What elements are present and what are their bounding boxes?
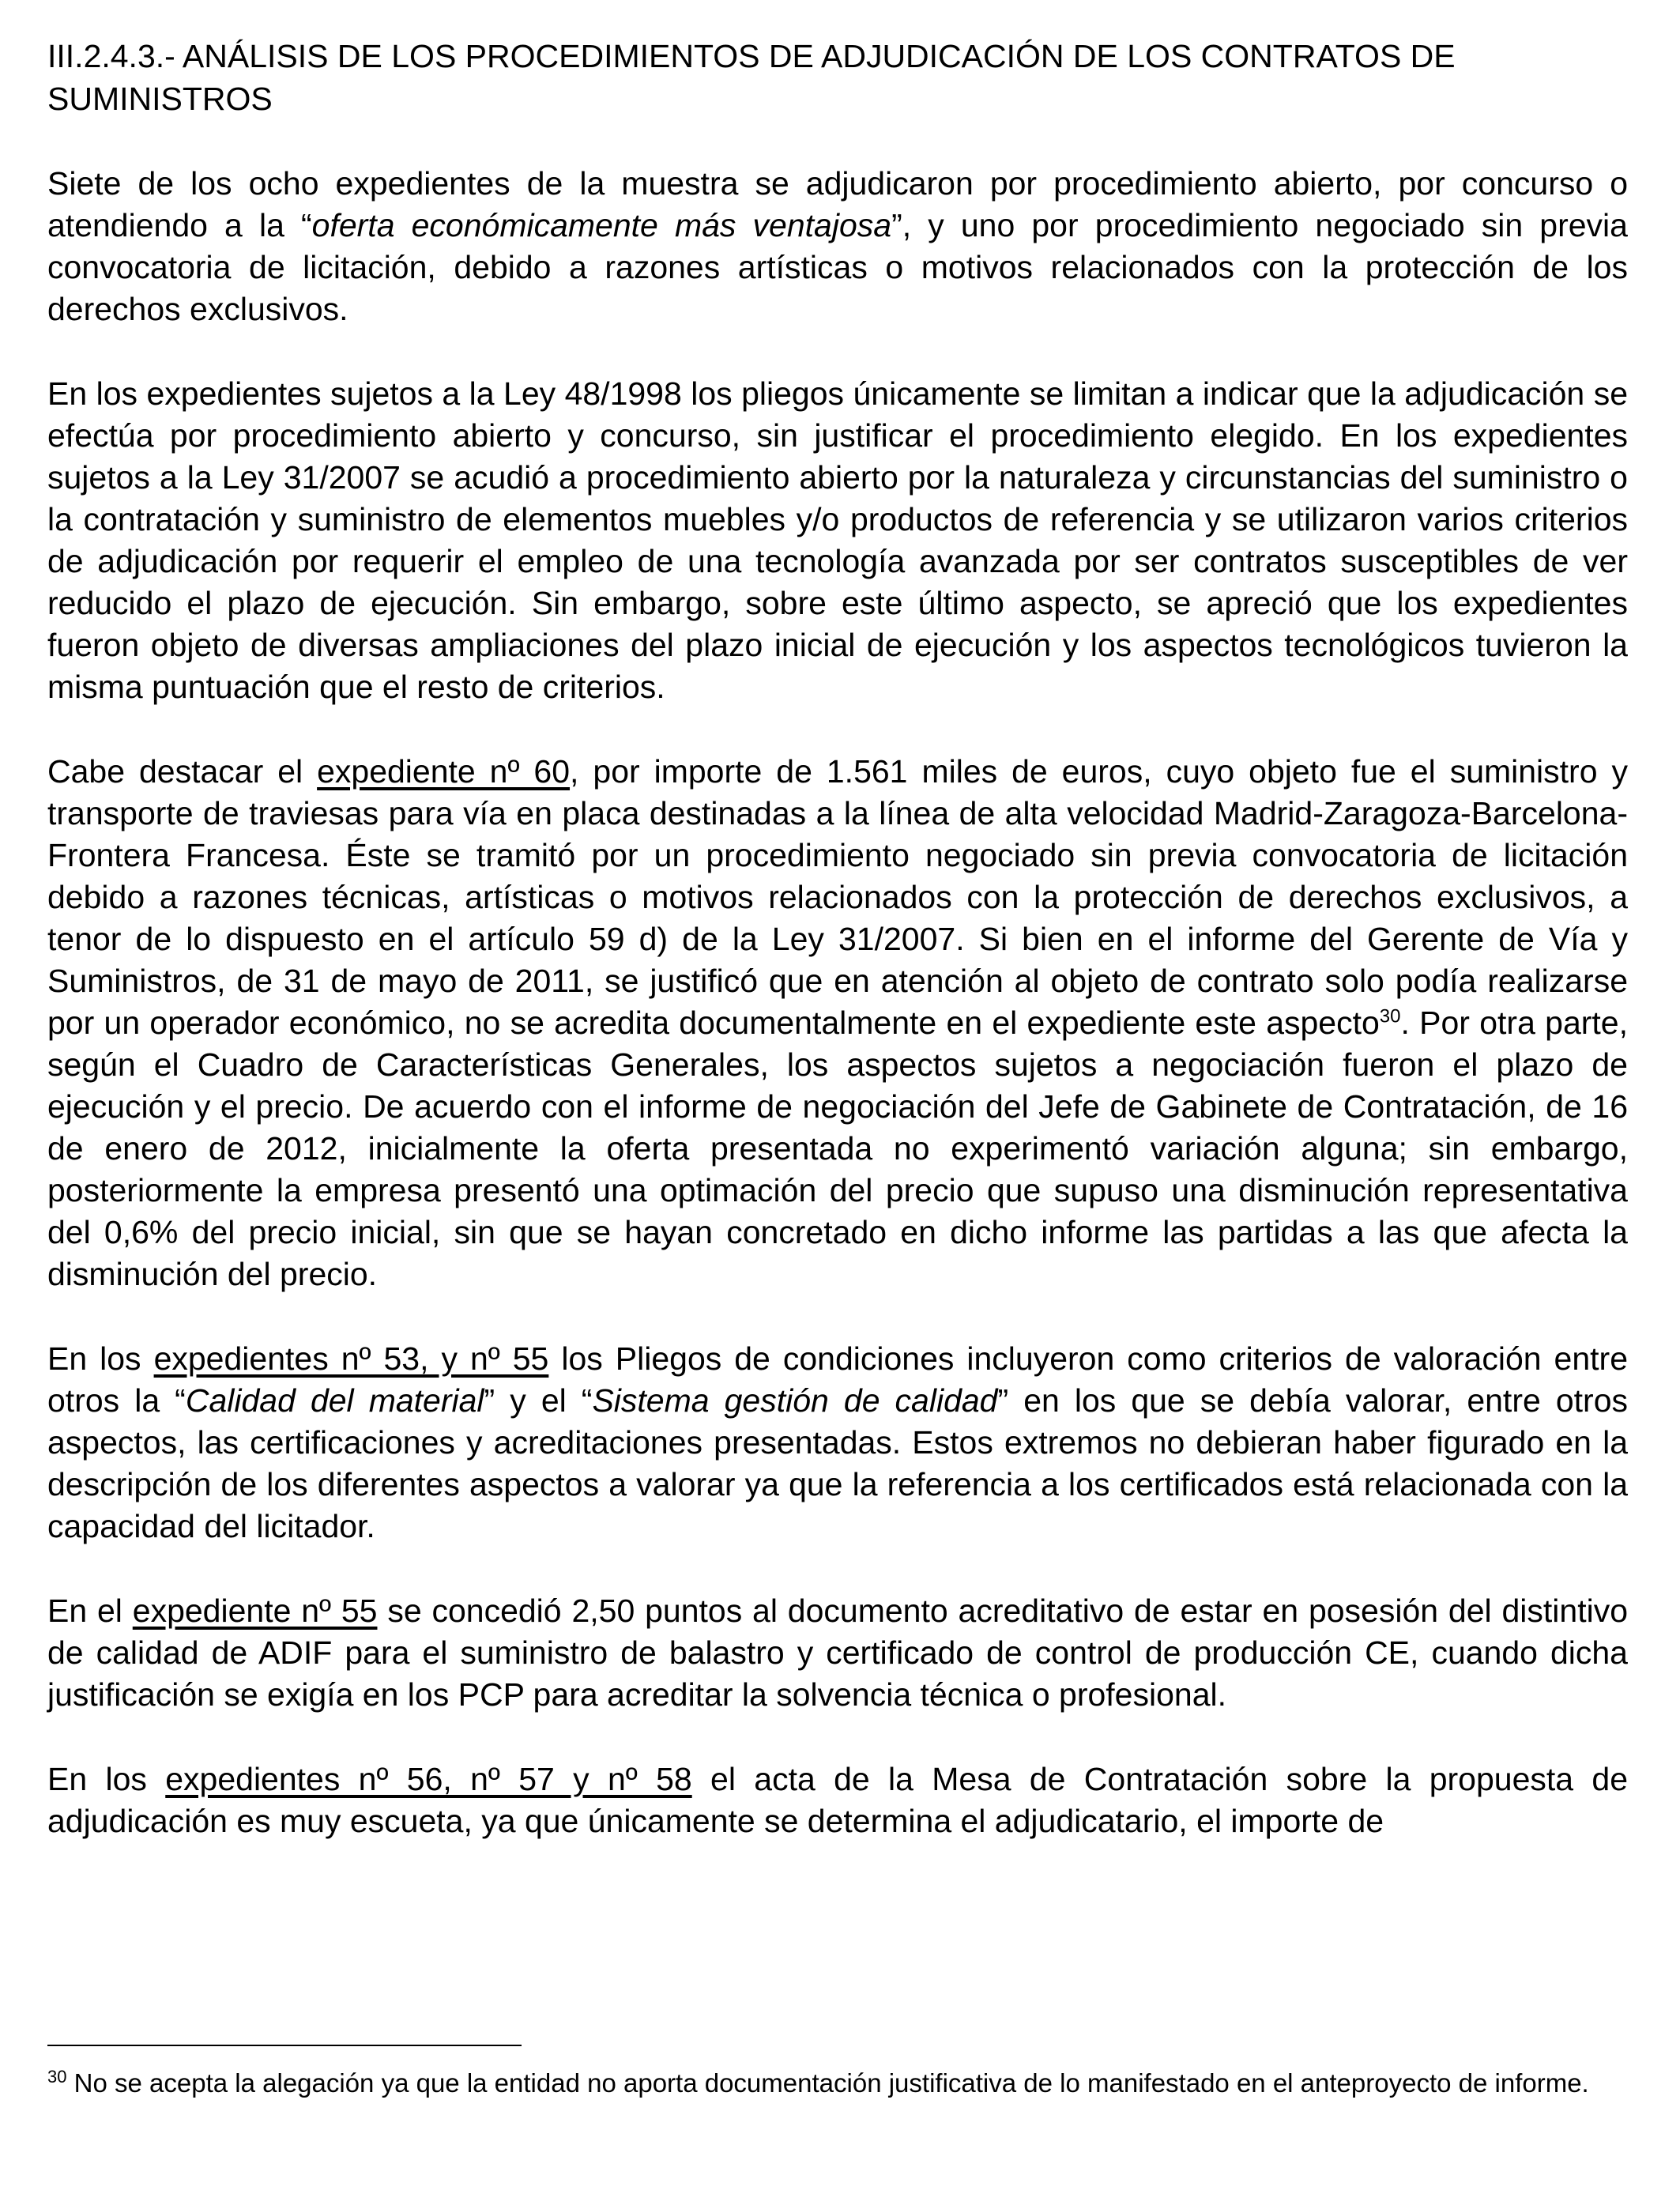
p6-text-b: el acta de la Mesa de Contratación sobre la propuesta de adjudicación es muy escueta, ya que únicamente se determina el adjudicatario, el importe de [47,1761,1629,1839]
p4-text-d: ” en los que se debía valorar, entre otros aspectos, las certificaciones y acreditaciones presentadas. Estos extremos no debieran haber figurado en la descripción de los diferentes aspectos a valorar ya que la referencia a los certificados está relacionada con la capacidad del licitador. [47,1382,1628,1544]
p3-text-a: Cabe destacar el [47,753,318,790]
p6-underlined-ref: expedientes nº 56, nº 57 y nº 58 [165,1761,692,1797]
p1-italic: oferta económicamente más ventajosa [311,207,892,243]
footnote-number: 30 [47,2067,67,2087]
p3-text-b: , por importe de 1.561 miles de euros, cuyo objeto fue el suministro y transporte de traviesas para vía en placa destinadas a la línea de alta velocidad Madrid-Zaragoza-Barcelona-Frontera Francesa. Éste se tramitó por un procedimiento negociado sin previa convocatoria de licitación debido a razones técnicas, artísticas o motivos relacionados con la protección de derechos exclusivos, a tenor de lo dispuesto en el artículo 59 d) de la Ley 31/2007. Si bien en el informe del Gerente de Vía y Suministros, de 31 de mayo de 2011, se justificó que en atención al objeto de contrato solo podía realizarse por un operador económico, no se acredita documentalmente en el expediente este aspecto [47,753,1628,1041]
section-heading: III.2.4.3.- ANÁLISIS DE LOS PROCEDIMIENTOS DE ADJUDICACIÓN DE LOS CONTRATOS DE SUMINISTROS [47,38,1456,117]
p4-text-a: En los [47,1340,154,1377]
p3-text-c: . Por otra parte, según el Cuadro de Características Generales, los aspectos sujetos a negociación fueron el plazo de ejecución y el precio. De acuerdo con el informe de negociación del Jefe de Gabinete de Contratación, de 16 de enero de 2012, inicialmente la oferta presentada no experimentó variación alguna; sin embargo, posteriormente la empresa presentó una optimación del precio que supuso una disminución representativa del 0,6% del precio inicial, sin que se hayan concretado en dicho informe las partidas a las que afecta la disminución del precio. [47,1005,1628,1292]
p4-underlined-ref: expedientes nº 53, y nº 55 [153,1340,549,1377]
footnote-text: No se acepta la alegación ya que la entidad no aporta documentación justificativa de lo manifestado en el anteproyecto de informe. [66,2068,1589,2098]
p3-underlined-ref: expediente nº 60 [317,753,571,790]
p5-text-a: En el [47,1593,133,1629]
p4-italic-1: Calidad del material [185,1382,484,1419]
p1-text-b: ”, y uno por procedimiento negociado sin previa convocatoria de licitación, debido a razones artísticas o motivos relacionados con la protección de los derechos exclusivos. [47,207,1628,327]
p4-text-b: los Pliegos de condiciones incluyeron como criterios de valoración entre otros la “ [47,1340,1628,1419]
footnote-ref-30[interactable]: 30 [1379,1005,1401,1027]
paragraph-4 [47,1338,1628,1547]
p6-text-a: En los [47,1761,166,1797]
document-page [47,35,1628,1842]
p5-text-b: se concedió 2,50 puntos al documento acreditativo de estar en posesión del distintivo de calidad de ADIF para el suministro de balastro y certificado de control de producción CE, cuando dicha justificación se exigía en los PCP para acreditar la solvencia técnica o profesional. [47,1593,1629,1713]
p5-underlined-ref: expediente nº 55 [132,1593,378,1629]
p4-italic-2: Sistema gestión de calidad [592,1382,998,1419]
paragraph-2: En los expedientes sujetos a la Ley 48/1998 los pliegos únicamente se limitan a indicar que la adjudicación se efectúa por procedimiento abierto y concurso, sin justificar el procedimiento elegido. En los expedientes sujetos a la Ley 31/2007 se acudió a procedimiento abierto por la naturaleza y circunstancias del suministro o la contratación y suministro de elementos muebles y/o productos de referencia y se utilizaron varios criterios de adjudicación por requerir el empleo de una tecnología avanzada por ser contratos susceptibles de ver reducido el plazo de ejecución. Sin embargo, sobre este último aspecto, se apreció que los expedientes fueron objeto de diversas ampliaciones del plazo inicial de ejecución y los aspectos tecnológicos tuvieron la misma puntuación que el resto de criterios. [47,375,1628,705]
paragraph-6 [47,1759,1628,1842]
paragraph-5 [47,1590,1628,1716]
footnote [47,2065,1628,2102]
paragraph-3 [47,751,1628,1295]
p4-text-c: ” y el “ [484,1382,593,1419]
p1-text-a: Siete de los ocho expedientes de la muestra se adjudicaron por procedimiento abierto, por concurso o atendiendo a la “ [47,165,1628,243]
footnote-separator [47,2045,522,2046]
paragraph-1 [47,163,1628,330]
